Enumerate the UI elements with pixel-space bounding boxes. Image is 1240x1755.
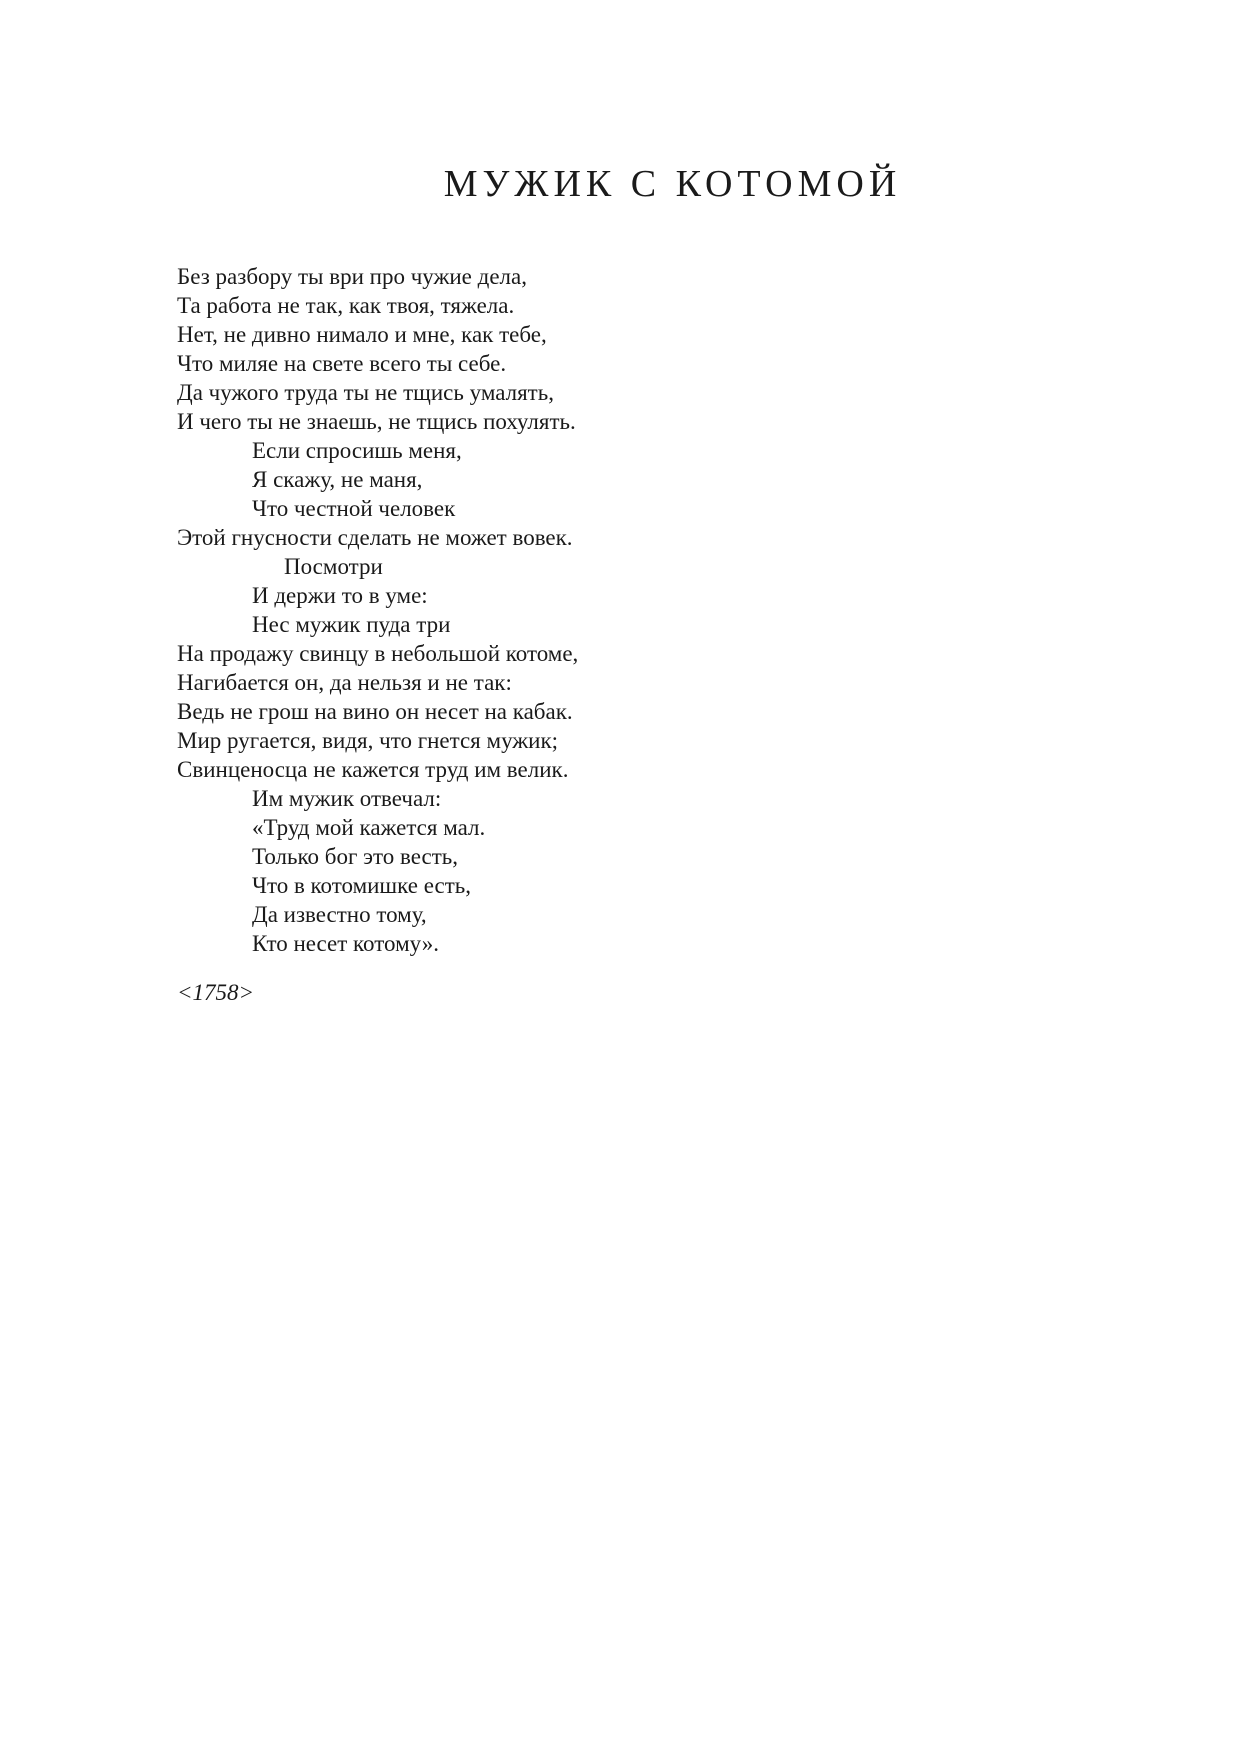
poem-line: И держи то в уме:	[252, 583, 428, 608]
poem-line: Что в котомишке есть,	[252, 873, 471, 898]
poem-line: Им мужик отвечал:	[252, 786, 442, 811]
poem-line: На продажу свинцу в небольшой котоме,	[177, 641, 579, 666]
poem-body	[177, 262, 578, 958]
poem-line: «Труд мой кажется мал.	[252, 815, 486, 840]
poem-line: Та работа не так, как твоя, тяжела.	[177, 293, 515, 318]
poem-line: И чего ты не знаешь, не тщись похулять.	[177, 409, 576, 434]
poem-line: Что миляе на свете всего ты себе.	[177, 351, 507, 376]
poem-line: Только бог это весть,	[252, 844, 459, 869]
poem-date: <1758>	[177, 980, 255, 1005]
poem-line: Мир ругается, видя, что гнется мужик;	[177, 728, 559, 753]
poem-line: Кто несет котому».	[252, 931, 439, 956]
poem-line: Посмотри	[284, 554, 383, 579]
poem-line: Нагибается он, да нельзя и не так:	[177, 670, 512, 695]
poem-line: Да чужого труда ты не тщись умалять,	[177, 380, 554, 405]
poem-line: Без разбору ты ври про чужие дела,	[177, 264, 527, 289]
poem-line: Я скажу, не маня,	[252, 467, 423, 492]
poem-line: Нес мужик пуда три	[252, 612, 451, 637]
poem-line: Нет, не дивно нимало и мне, как тебе,	[177, 322, 547, 347]
poem-line: Да известно тому,	[252, 902, 427, 927]
poem-line: Ведь не грош на вино он несет на кабак.	[177, 699, 573, 724]
poem-line: Свинценосца не кажется труд им велик.	[177, 757, 569, 782]
poem-line: Что честной человек	[252, 496, 456, 521]
poem-title: МУЖИК С КОТОМОЙ	[443, 163, 902, 205]
poem-line: Этой гнусности сделать не может вовек.	[177, 525, 573, 550]
poem-line: Если спросишь меня,	[252, 438, 462, 463]
